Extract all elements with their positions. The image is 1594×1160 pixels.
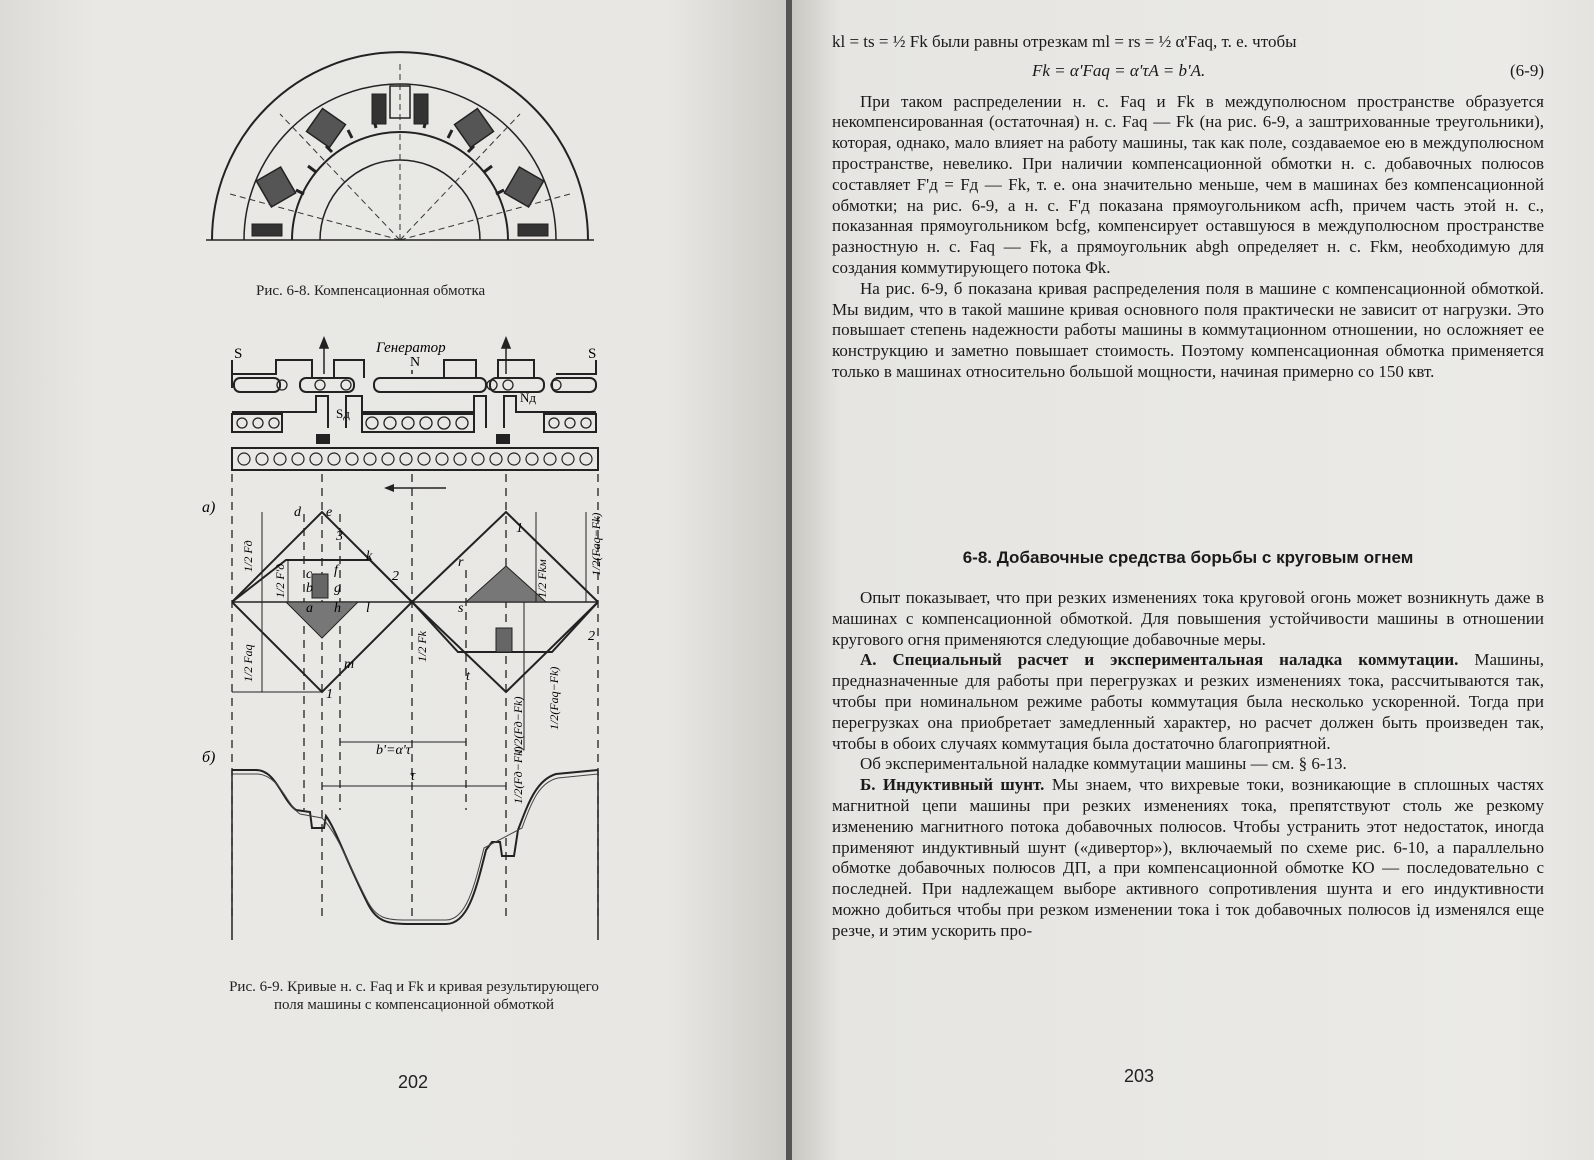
pt-h: h [334,601,341,616]
label-n-d: Nд [520,390,537,405]
pt-3: 3 [336,529,343,544]
label-half-fkm: 1/2 Fkм [535,559,549,598]
pt-c: c [306,567,313,582]
paragraph-1: При таком распределении н. с. Faq и Fk в междуполюсном пространстве образуется некомпенсированная (остаточная) н. с. Faq — Fk (на рис. 6-9, а заштрихованные треугольники), которая, однако, мало влияет на работу машины, так как поле, создаваемое ею в междуполюсном пространстве, невелико. При наличии компенсационной обмотки н. с. добавочных полюсов составляет F'д = Fд — Fk, т. е. она значительно меньше, чем в машинах без компенсационной обмотки; на рис. 6-9, а н. с. F'д показана прямоугольником acfh, причем часть этой н. с., показанная прямоугольником bcfg, компенсирует оставшуюся в междуполюсном пространстве разностную н. с. Faq — Fk, а прямоугольник abgh определяет н. с. Fkм, необходимую для создания коммутирующего потока Φk. [832,91,1544,277]
label-half-fk: 1/2 Fk [415,631,429,662]
page-number-right: 203 [1124,1066,1155,1086]
pt-k: k [366,549,373,564]
page-number-left: 202 [398,1072,429,1092]
label-b: б) [202,749,216,766]
pt-r: r [458,555,464,570]
pt-2a: 2 [392,569,399,584]
pt-2b: 2 [588,629,595,644]
pt-l: l [366,601,370,616]
page-text-bottom [832,588,1544,942]
paragraph-b [832,775,1544,941]
figure-6-8 [200,44,600,274]
label-half-fd-prime: 1/2 F'д [273,563,287,598]
section-heading: 6-8. Добавочные средства борьбы с круговым огнем [962,548,1414,567]
pt-m: m [344,657,355,672]
left-page [0,0,786,1160]
figure-6-8-caption: Рис. 6-8. Компенсационная обмотка [256,283,486,299]
pt-1b: 1 [326,687,333,702]
figure-6-9 [196,330,626,970]
label-n-pole: N [410,355,421,370]
pt-b: b [306,581,313,596]
label-half-faq: 1/2 Faq [241,644,255,682]
equation-number: (6-9) [1510,60,1544,80]
label-faq-fk: 1/2(Faq−Fk) [589,512,603,576]
pt-s: s [458,601,464,616]
paragraph-4: Об экспериментальной наладке коммутации машины — см. § 6-13. [860,754,1347,774]
label-tau: τ [410,768,416,784]
pt-d: d [294,505,301,520]
page-text-top [832,32,1544,383]
label-generator: Генератор [376,340,446,356]
text-line-1: kl = ts = ½ Fk были равны отрезкам ml = rs = ½ α'Faq, т. е. чтобы [832,32,1297,51]
paragraph-2: На рис. 6-9, б показана кривая распределения поля в машине с компенсационной обмоткой. Мы видим, что в такой машине кривая основного поля практически не зависит от нагрузки. Это повышает степень надежности работы машины в коммутационном отношении, но осложняет ее конструкцию и заметно повышает стоимость. Поэтому компенсационная обмотка применяется только в машинах относительно большой мощности, начиная примерно со 150 квт. [832,278,1544,381]
equation-6-9 [1032,61,1544,82]
pt-g: g [334,581,341,596]
pt-a: a [306,601,313,616]
label-fd-fk-2: 1/2(Fд−Fk) [511,746,525,804]
label-bprime: b'=α'τ [376,743,411,758]
figure-6-9-caption: Рис. 6-9. Кривые н. с. Faq и Fk и кривая результирующего поля машины с компенсационной обмоткой [229,979,599,1013]
equation-text: Fk = α'Faq = α'τA = b'A. [1032,60,1206,80]
label-half-fd: 1/2 Fд [241,540,255,572]
label-a: а) [202,499,216,516]
right-page [792,0,1594,1160]
paragraph-b-title: Б. Индуктивный шунт. [860,775,1045,795]
paragraph-3: Опыт показывает, что при резких изменениях тока круговой огонь может возникнуть даже в машинах с компенсационной обмоткой. Для повышения устойчивости машины в отношении кругового огня применяются следующие добавочные меры. [832,588,1544,649]
pt-f: f [334,563,338,578]
paragraph-a [832,650,1544,754]
paragraph-b-body: Мы знаем, что вихревые токи, возникающие в сплошных частях магнитной цепи машины при резких изменениях тока, препятствуют столь же резкому изменению магнитного потока добавочных полюсов. Чтобы устранить этот недостаток, иногда применяют индуктивный шунт («дивертор»), включаемый по схеме рис. 6-10, а параллельно обмотке добавочных полюсов ДП, а при компенсационной обмотке КО — последовательно с последней. При надлежащем выборе активного сопротивления шунта и его индуктивности можно добиться чтобы при резком изменении тока i ток добавочных полюсов iд изменялся еще резче, и этим ускорить про- [832,775,1545,940]
pt-1a: 1 [516,521,523,536]
paragraph-a-body: Машины, предназначенные для работы при перегрузках и резких изменениях тока, рассчитываются так, чтобы при номинальном режиме работы коммутация была несколько ускоренной. Тогда при перегрузках она приобретает замедленный характер, но расчет должен быть произведен так, чтобы в обоих случаях коммутация была достаточно благоприятной. [832,650,1545,753]
pt-e: e [326,505,333,520]
label-fd-fk: 1/2(Fд−Fk) [511,696,525,754]
paragraph-a-title: А. Специальный расчет и экспериментальная наладка коммутации. [860,650,1459,670]
label-s-right: S [588,346,597,362]
label-s-left: S [234,346,243,362]
pt-t: t [466,669,470,684]
label-s-d: Sд [336,406,350,421]
label-faq-fk-2: 1/2(Faq−Fk) [547,666,561,730]
